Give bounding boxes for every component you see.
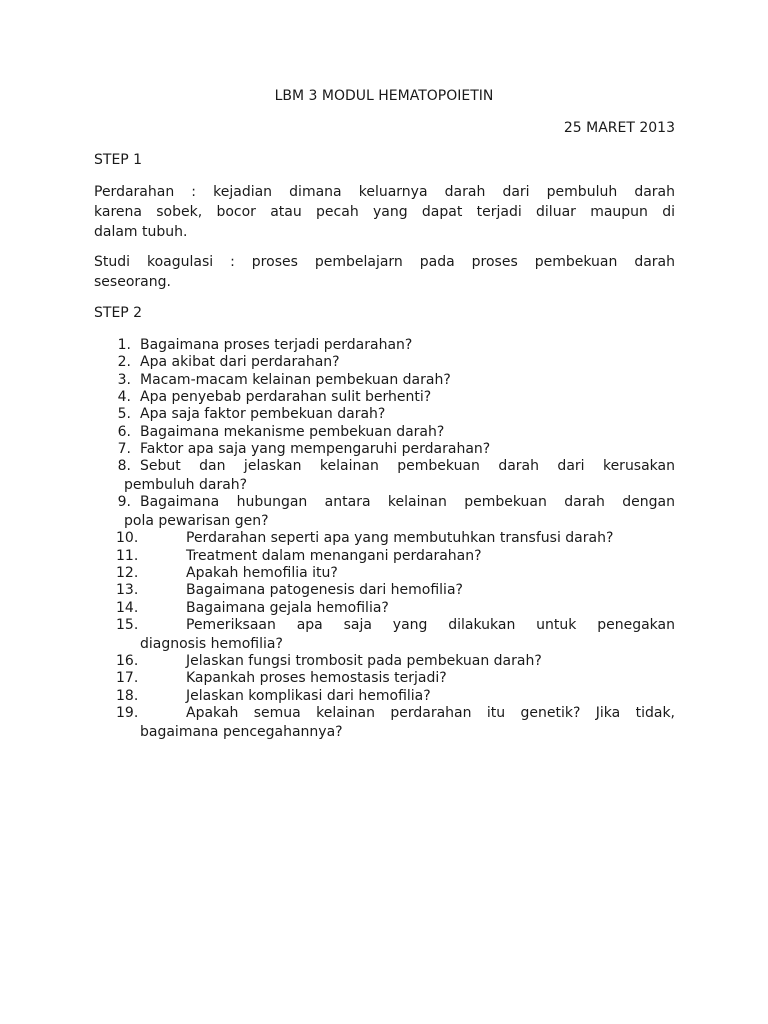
question-number: 8. <box>117 458 131 475</box>
question-text: Bagaimana patogenesis dari hemofilia? <box>186 582 463 599</box>
question-text: Pemeriksaan apa saja yang dilakukan untuk penegakan <box>186 616 675 633</box>
question-text: Apa akibat dari perdarahan? <box>140 354 340 371</box>
question-text: Bagaimana gejala hemofilia? <box>186 599 389 616</box>
question-number: 3. <box>117 371 131 388</box>
question-number: 9. <box>117 494 131 511</box>
question-number: 2. <box>117 354 131 371</box>
question-text: Apakah hemofilia itu? <box>186 564 338 581</box>
step2-heading: STEP 2 <box>94 305 143 321</box>
question-number: 10. <box>116 530 139 547</box>
question-text: pembuluh darah? <box>124 476 248 493</box>
definition-line: Perdarahan : kejadian dimana keluarnya darah dari pembuluh darah <box>94 184 675 200</box>
question-text: Kapankah proses hemostasis terjadi? <box>186 670 447 687</box>
question-number: 17. <box>116 670 139 687</box>
question-number: 5. <box>117 406 131 423</box>
question-text: Jelaskan fungsi trombosit pada pembekuan darah? <box>186 652 542 669</box>
question-text: Apa penyebab perdarahan sulit berhenti? <box>140 388 432 405</box>
question-text: pola pewarisan gen? <box>124 513 269 529</box>
question-number: 16. <box>116 652 139 669</box>
question-number: 4. <box>117 388 131 405</box>
definition-line: Studi koagulasi : proses pembelajarn pada proses pembekuan darah <box>94 254 675 270</box>
question-text: Apa saja faktor pembekuan darah? <box>140 406 386 423</box>
definition-line: seseorang. <box>94 274 171 290</box>
question-number: 11. <box>116 547 139 564</box>
document-title: LBM 3 MODUL HEMATOPOIETIN <box>274 88 494 104</box>
question-text: Macam-macam kelainan pembekuan darah? <box>140 371 451 388</box>
definition-line: dalam tubuh. <box>94 224 188 240</box>
question-text: Sebut dan jelaskan kelainan pembekuan darah dari kerusakan <box>140 458 675 475</box>
question-number: 6. <box>117 423 131 440</box>
question-text: Apakah semua kelainan perdarahan itu genetik? Jika tidak, <box>186 704 675 721</box>
question-number: 1. <box>117 337 131 353</box>
question-text: Bagaimana mekanisme pembekuan darah? <box>140 423 445 440</box>
question-number: 12. <box>116 564 139 581</box>
question-text: diagnosis hemofilia? <box>140 635 283 652</box>
question-text: Bagaimana proses terjadi perdarahan? <box>140 337 413 353</box>
question-text: Jelaskan komplikasi dari hemofilia? <box>186 687 431 704</box>
document-date: 25 MARET 2013 <box>563 120 675 136</box>
question-number: 7. <box>117 440 131 457</box>
question-text: Treatment dalam menangani perdarahan? <box>186 547 482 564</box>
question-text: Perdarahan seperti apa yang membutuhkan transfusi darah? <box>186 530 614 547</box>
question-text: Bagaimana hubungan antara kelainan pembekuan darah dengan <box>140 494 675 511</box>
definition-line: karena sobek, bocor atau pecah yang dapat terjadi diluar maupun di <box>94 204 675 220</box>
question-text: bagaimana pencegahannya? <box>140 723 343 740</box>
question-number: 19. <box>116 704 139 721</box>
question-number: 13. <box>116 582 139 599</box>
step1-heading: STEP 1 <box>94 152 143 168</box>
question-number: 14. <box>116 599 139 616</box>
question-number: 15. <box>116 616 139 633</box>
question-number: 18. <box>116 687 139 704</box>
question-text: Faktor apa saja yang mempengaruhi perdarahan? <box>140 440 491 457</box>
